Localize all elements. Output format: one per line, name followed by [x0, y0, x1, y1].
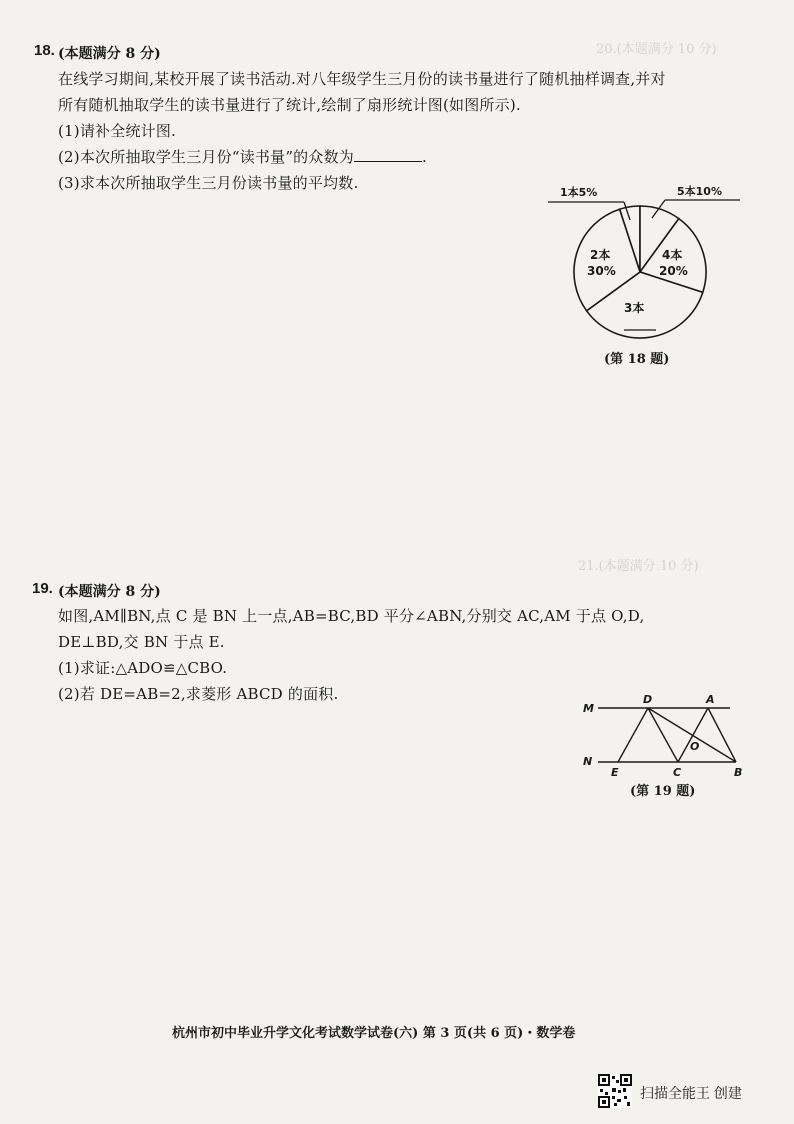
q19-number: 19. [32, 580, 53, 597]
q18-question-2-text: (2)本次所抽取学生三月份“读书量”的众数为 [58, 148, 354, 166]
answer-blank[interactable] [354, 147, 422, 162]
q18-header: (本题满分 8 分) [58, 46, 161, 62]
bleed-through-top: 20.(本题满分 10 分) [596, 42, 717, 57]
segment-dc [648, 708, 678, 762]
label-two: 2本 [590, 248, 611, 262]
q18-number: 18. [34, 42, 55, 59]
point-c: C [673, 766, 682, 779]
q19-line-2: DE⊥BD,交 BN 于点 E. [58, 633, 225, 651]
label-four-pct: 20% [659, 264, 688, 278]
q19-line-4: (2)若 DE=AB=2,求菱形 ABCD 的面积. [58, 685, 339, 703]
q18-line-3: (1)请补全统计图. [58, 122, 177, 140]
point-e: E [611, 766, 619, 779]
label-two-pct: 30% [587, 264, 616, 278]
page-footer: 杭州市初中毕业升学文化考试数学试卷(六) 第 3 页(共 6 页)・数学卷 [172, 1026, 576, 1041]
q18-question-2-end: . [422, 148, 427, 166]
q18-line-4 [58, 146, 427, 167]
q19-header: (本题满分 8 分) [58, 584, 161, 600]
point-b: B [734, 766, 743, 779]
segment-de [618, 708, 648, 762]
q18-figure-caption: (第 18 题) [604, 352, 670, 367]
point-o: O [690, 740, 700, 753]
point-a: A [706, 693, 715, 706]
q19-line-1: 如图,AM∥BN,点 C 是 BN 上一点,AB=BC,BD 平分∠ABN,分别交 AC,AM 于点 O,D, [58, 607, 645, 625]
bleed-through-mid: 21.(本题满分 10 分) [578, 559, 699, 574]
segment-bd [648, 708, 736, 762]
label-four: 4本 [662, 248, 683, 262]
label-one: 1本5% [560, 186, 598, 199]
pie-chart [540, 180, 750, 355]
point-d: D [643, 693, 653, 706]
q19-figure [580, 692, 750, 782]
q19-figure-caption: (第 19 题) [630, 784, 696, 799]
scanner-watermark: 扫描全能王 创建 [640, 1085, 742, 1101]
q18-line-1: 在线学习期间,某校开展了读书活动.对八年级学生三月份的读书量进行了随机抽样调查,并对 [58, 70, 666, 88]
point-n: N [583, 755, 593, 768]
q19-line-3: (1)求证:△ADO≌△CBO. [58, 659, 228, 677]
segment-ac [678, 708, 708, 762]
qr-code-icon [598, 1074, 632, 1108]
label-five: 5本10% [677, 185, 722, 198]
q18-line-2: 所有随机抽取学生的读书量进行了统计,绘制了扇形统计图(如图所示). [58, 96, 521, 114]
label-three: 3本 [624, 301, 645, 315]
point-m: M [583, 702, 594, 715]
q18-line-5: (3)求本次所抽取学生三月份读书量的平均数. [58, 174, 359, 192]
